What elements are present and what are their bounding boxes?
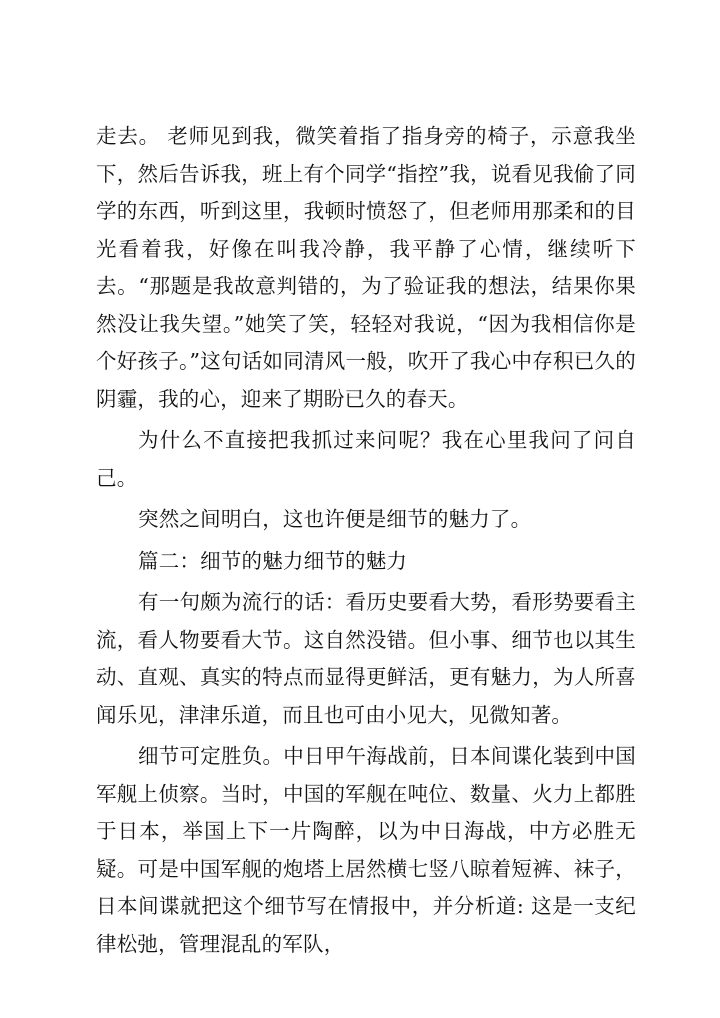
paragraph-2: 为什么不直接把我抓过来问呢？我在心里我问了问自己。 bbox=[96, 428, 636, 490]
document-body bbox=[96, 118, 636, 963]
section-heading: 篇二：细节的魅力细节的魅力 bbox=[138, 548, 408, 573]
paragraph-1: 走去。 老师见到我，微笑着指了指身旁的椅子，示意我坐下，然后告诉我，班上有个同学“指控”我，说看见我偷了同学的东西，听到这里，我顿时愤怒了，但老师用那柔和的目光看着我，好像在叫我冷静，我平静了心情，继续听下去。“那题是我故意判错的，为了验证我的想法，结果你果然没让我失望。”她笑了笑，轻轻对我说，“因为我相信你是个好孩子。”这句话如同清风一般，吹开了我心中存积已久的阴霾，我的心，迎来了期盼已久的春天。 bbox=[96, 124, 636, 411]
paragraph-5: 细节可定胜负。中日甲午海战前，日本间谍化装到中国军舰上侦察。当时，中国的军舰在吨位、数量、火力上都胜于日本，举国上下一片陶醉，以为中日海战，中方必胜无疑。可是中国军舰的炮塔上居然横七竖八晾着短裤、袜子，日本间谍就把这个细节写在情报中，并分析道: 这是一支纪律松弛，管理混乱的军队， bbox=[96, 744, 636, 956]
paragraph-4: 有一句颇为流行的话：看历史要看大势，看形势要看主流，看人物要看大节。这自然没错。但小事、细节也以其生动、直观、真实的特点而显得更鲜活，更有魅力，为人所喜闻乐见，津津乐道，而且也可由小见大，见微知著。 bbox=[96, 590, 636, 727]
paragraph-3: 突然之间明白，这也许便是细节的魅力了。 bbox=[138, 507, 532, 531]
